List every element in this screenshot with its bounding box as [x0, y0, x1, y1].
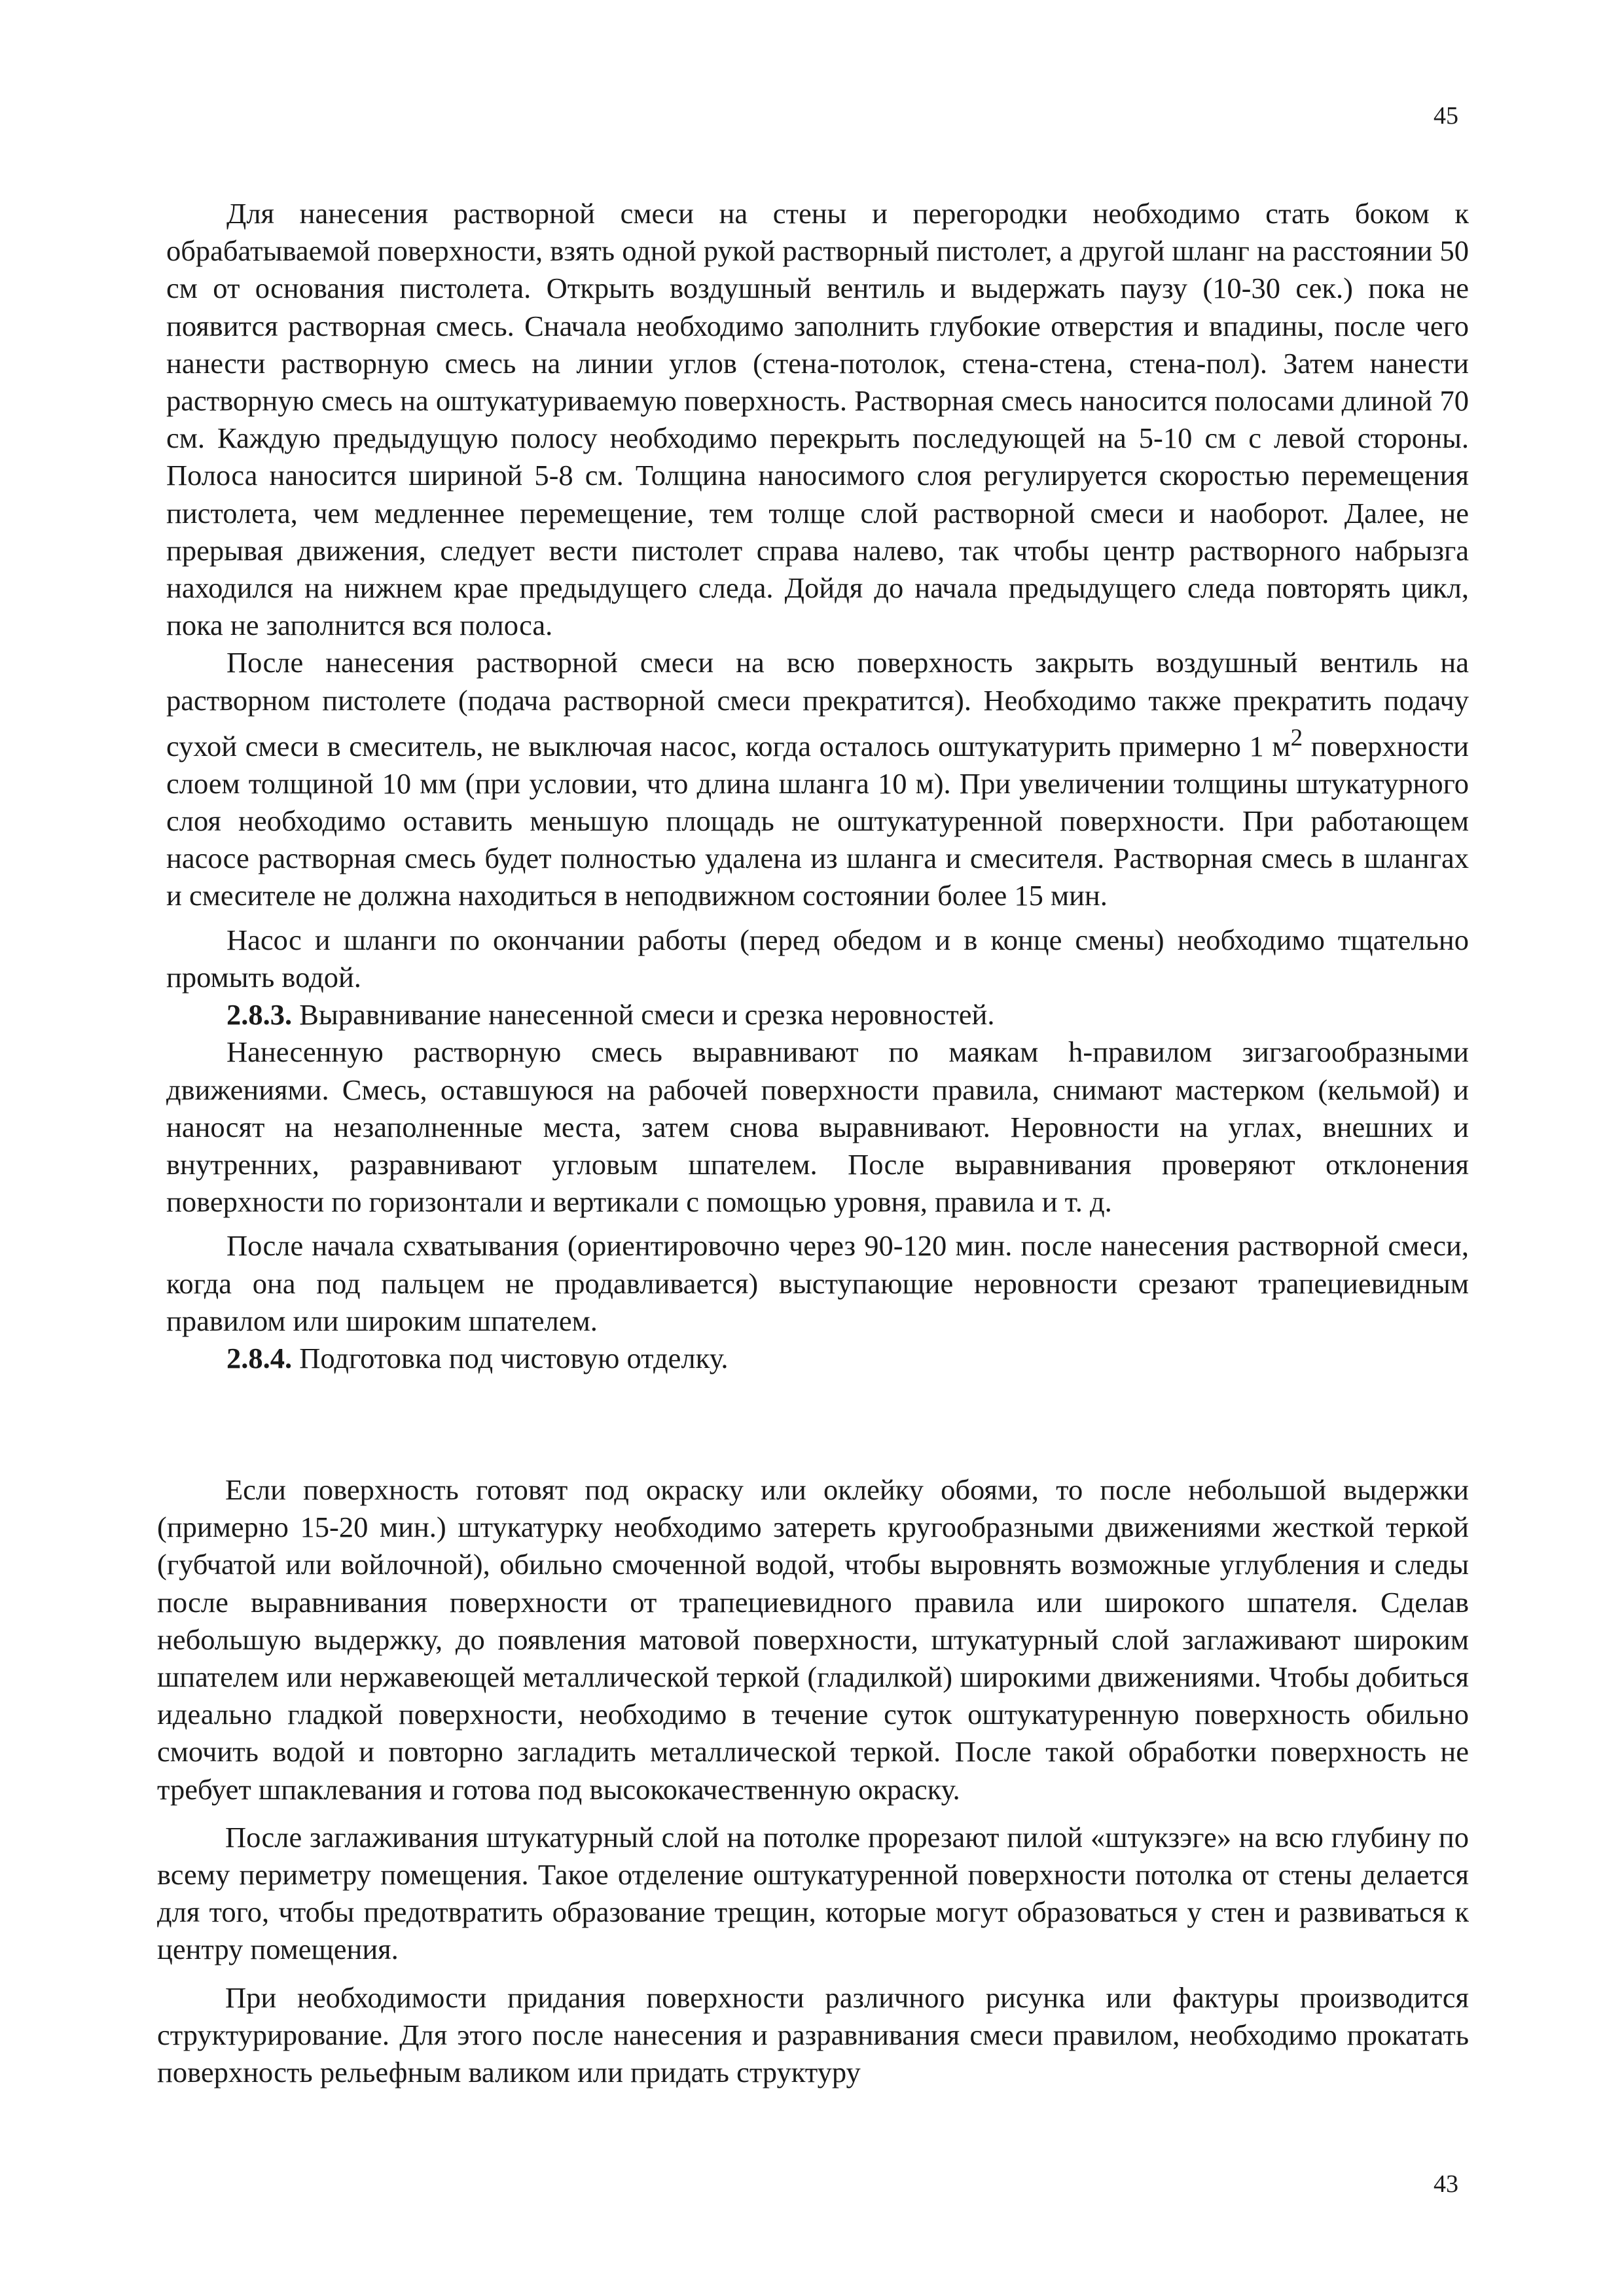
paragraph-finishing-prep: Если поверхность готовят под окраску или оклейку обоями, то после небольшой выдержки (примерно 15-20 мин.) штукатурку необходимо затереть кругообразными движениями жесткой теркой (губчатой или войлочной), обильно смоченной водой, чтобы выровнять возможные углубления и следы после выравнивания поверхности от трапециевидного правила или широкого шпателя. Сделав небольшую выдержку, до появления матовой поверхности, штукатурный слой заглаживают широким шпателем или нержавеющей металлической теркой (гладилкой) широкими движениями. Чтобы добиться идеально гладкой поверхности, необходимо в течение суток оштукатуренную поверхность обильно смочить водой и повторно загладить металлической теркой. После такой обработки поверхность не требует шпаклевания и готова под высококачественную окраску. — [157, 1473, 1469, 1806]
section-title-2-8-3: Выравнивание нанесенной смеси и срезка неровностей. — [292, 998, 995, 1031]
paragraph-pump-cleaning: Насос и шланги по окончании работы (перед обедом и в конце смены) необходимо тщательно промыть водой. — [166, 923, 1469, 994]
document-body-lower — [157, 1471, 1469, 2091]
superscript-square: 2 — [1290, 724, 1303, 751]
page-number-bottom: 43 — [1434, 2170, 1458, 2198]
section-heading-2-8-3 — [166, 996, 1469, 1033]
section-number-2-8-3: 2.8.3. — [226, 998, 293, 1031]
paragraph-trimming: После начала схватывания (ориентировочно через 90-120 мин. после нанесения растворной смеси, когда она под пальцем не продавливается) выступающие неровности срезают трапециевидным правилом или широким шпателем. — [166, 1229, 1469, 1337]
paragraph-after-application-part2: поверхности слоем толщиной 10 мм (при условии, что длина шланга 10 м). При увеличении толщины штукатурного слоя необходимо оставить меньшую площадь не оштукатуренной поверхности. При работающем насосе растворная смесь будет полностью удалена из шланга и смесителя. Растворная смесь в шлангах и смесителе не должна находиться в неподвижном состоянии более 15 мин. — [166, 729, 1469, 912]
section-title-2-8-4: Подготовка под чистовую отделку. — [292, 1341, 729, 1374]
page-number-top: 45 — [1434, 102, 1458, 130]
paragraph-after-application — [166, 644, 1469, 914]
document-body — [166, 195, 1469, 1377]
paragraph-ceiling-cut: После заглаживания штукатурный слой на потолке прорезают пилой «штукзэге» на всю глубину по всему периметру помещения. Такое отделение оштукатуренной поверхности потолка от стены делается для того, чтобы предотвратить образование трещин, которые могут образоваться у стен и развиваться к центру помещения. — [157, 1820, 1469, 1966]
paragraph-after-application-part1: После нанесения растворной смеси на всю поверхность закрыть воздушный вентиль на растворном пистолете (подача растворной смеси прекратится). Необходимо также прекратить подачу сухой смеси в смеситель, не выключая насос, когда осталось оштукатурить примерно 1 м — [166, 646, 1469, 762]
section-heading-2-8-4 — [166, 1340, 1469, 1377]
paragraph-mortar-application: Для нанесения растворной смеси на стены и перегородки необходимо стать боком к обрабатываемой поверхности, взять одной рукой растворный пистолет, а другой шланг на расстоянии 50 см от основания пистолета. Открыть воздушный вентиль и выдержать паузу (10-30 сек.) пока не появится растворная смесь. Сначала необходимо заполнить глубокие отверстия и впадины, после чего нанести растворную смесь на линии углов (стена-потолок, стена-стена, стена-пол). Затем нанести растворную смесь на оштукатуриваемую поверхность. Растворная смесь наносится полосами длиной 70 см. Каждую предыдущую полосу необходимо перекрыть последующей на 5-10 см с левой стороны. Полоса наносится шириной 5-8 см. Толщина наносимого слоя регулируется скоростью перемещения пистолета, чем медленнее перемещение, тем толще слой растворной смеси и наоборот. Далее, не прерывая движения, следует вести пистолет справа налево, так чтобы центр растворного набрызга находился на нижнем крае предыдущего следа. Дойдя до начала предыдущего следа повторять цикл, пока не заполнится вся полоса. — [166, 197, 1469, 642]
paragraph-structuring: При необходимости придания поверхности различного рисунка или фактуры производится структурирование. Для этого после нанесения и разравнивания смеси правилом, необходимо прокатать поверхность рельефным валиком или придать структуру — [157, 1981, 1469, 2089]
section-number-2-8-4: 2.8.4. — [226, 1341, 293, 1374]
paragraph-leveling: Нанесенную растворную смесь выравнивают по маякам h-правилом зигзагообразными движениями. Смесь, оставшуюся на рабочей поверхности правила, снимают мастерком (кельмой) и наносят на незаполненные места, затем снова выравнивают. Неровности на углах, внешних и внутренних, разравнивают угловым шпателем. После выравнивания проверяют отклонения поверхности по горизонтали и вертикали с помощью уровня, правила и т. д. — [166, 1035, 1469, 1219]
